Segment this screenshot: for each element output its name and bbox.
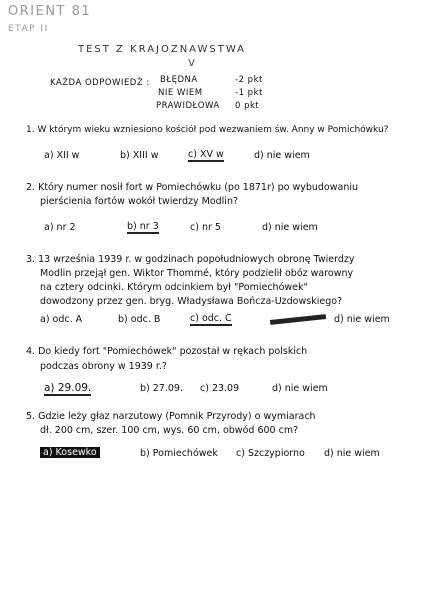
scoring-outcome: BŁĘDNA xyxy=(160,75,198,85)
header-line2: ETAP II xyxy=(8,24,49,34)
answer-option: a) XII w xyxy=(44,150,80,161)
question-text: 3. 13 września 1939 r. w godzinach popołudniowych obronę Twierdzy xyxy=(26,254,355,265)
answer-option: c) Szczypiorno xyxy=(236,448,305,459)
question-text: 4. Do kiedy fort "Pomiechówek" pozostał w rękach polskich xyxy=(26,346,308,357)
scoring-points: 0 pkt xyxy=(235,101,260,111)
page-title: TEST Z KRAJOZNAWSTWA xyxy=(78,44,247,55)
scoring-points: -2 pkt xyxy=(235,75,263,85)
tick-mark: v xyxy=(188,55,196,69)
answer-option: c) nr 5 xyxy=(190,222,221,233)
answer-option-marked: c) odc. C xyxy=(190,313,232,324)
question-text: pierścienia fortów wokół twierdzy Modlin? xyxy=(40,196,239,207)
answer-option: b) 27.09. xyxy=(140,383,183,394)
scoring-outcome: PRAWIDŁOWA xyxy=(156,101,220,111)
crossed-out-mark xyxy=(270,314,326,325)
question-text: 5. Gdzie leży głaz narzutowy (Pomnik Przyrody) o wymiarach xyxy=(26,411,316,422)
question-text: na cztery odcinki. Którym odcinkiem był "Pomiechówek" xyxy=(40,282,308,293)
answer-option-marked: b) nr 3 xyxy=(127,221,159,232)
answer-option: c) 23.09 xyxy=(200,383,240,394)
answer-option: d) nie wiem xyxy=(334,314,390,325)
question-text: 1. W którym wieku wzniesiono kościół pod wezwaniem św. Anny w Pomichówku? xyxy=(26,125,389,135)
answer-option: a) odc. A xyxy=(40,314,83,325)
answer-option: d) nie wiem xyxy=(254,150,310,161)
question-text: 2. Który numer nosił fort w Pomiechówku (po 1871r) po wybudowaniu xyxy=(26,182,359,193)
question-text: dowodzony przez gen. bryg. Władysława Bończa-Uzdowskiego? xyxy=(40,296,343,307)
question-text: Modlin przejął gen. Wiktor Thommé, który podzielił obóz warowny xyxy=(40,268,354,279)
question-text: podczas obrony w 1939 r.? xyxy=(40,361,167,372)
answer-option: a) nr 2 xyxy=(44,222,76,233)
answer-option: d) nie wiem xyxy=(324,448,380,459)
answer-option: d) nie wiem xyxy=(262,222,318,233)
scoring-label: KAŻDA ODPOWIEDŹ : xyxy=(50,78,150,88)
answer-option: b) XIII w xyxy=(120,150,159,161)
answer-option: b) Pomiechówek xyxy=(140,448,218,459)
question-text: dł. 200 cm, szer. 100 cm, wys. 60 cm, obwód 600 cm? xyxy=(40,425,299,436)
answer-option: b) odc. B xyxy=(118,314,161,325)
header-line1: ORIENT 81 xyxy=(8,4,92,19)
answer-option-marked: a) Kosewko xyxy=(40,447,100,458)
answer-option-marked: c) XV w xyxy=(188,149,224,160)
scoring-outcome: NIE WIEM xyxy=(158,88,203,98)
scoring-points: -1 pkt xyxy=(235,88,263,98)
answer-option-marked: a) 29.09. xyxy=(44,382,92,394)
answer-option: d) nie wiem xyxy=(272,383,328,394)
